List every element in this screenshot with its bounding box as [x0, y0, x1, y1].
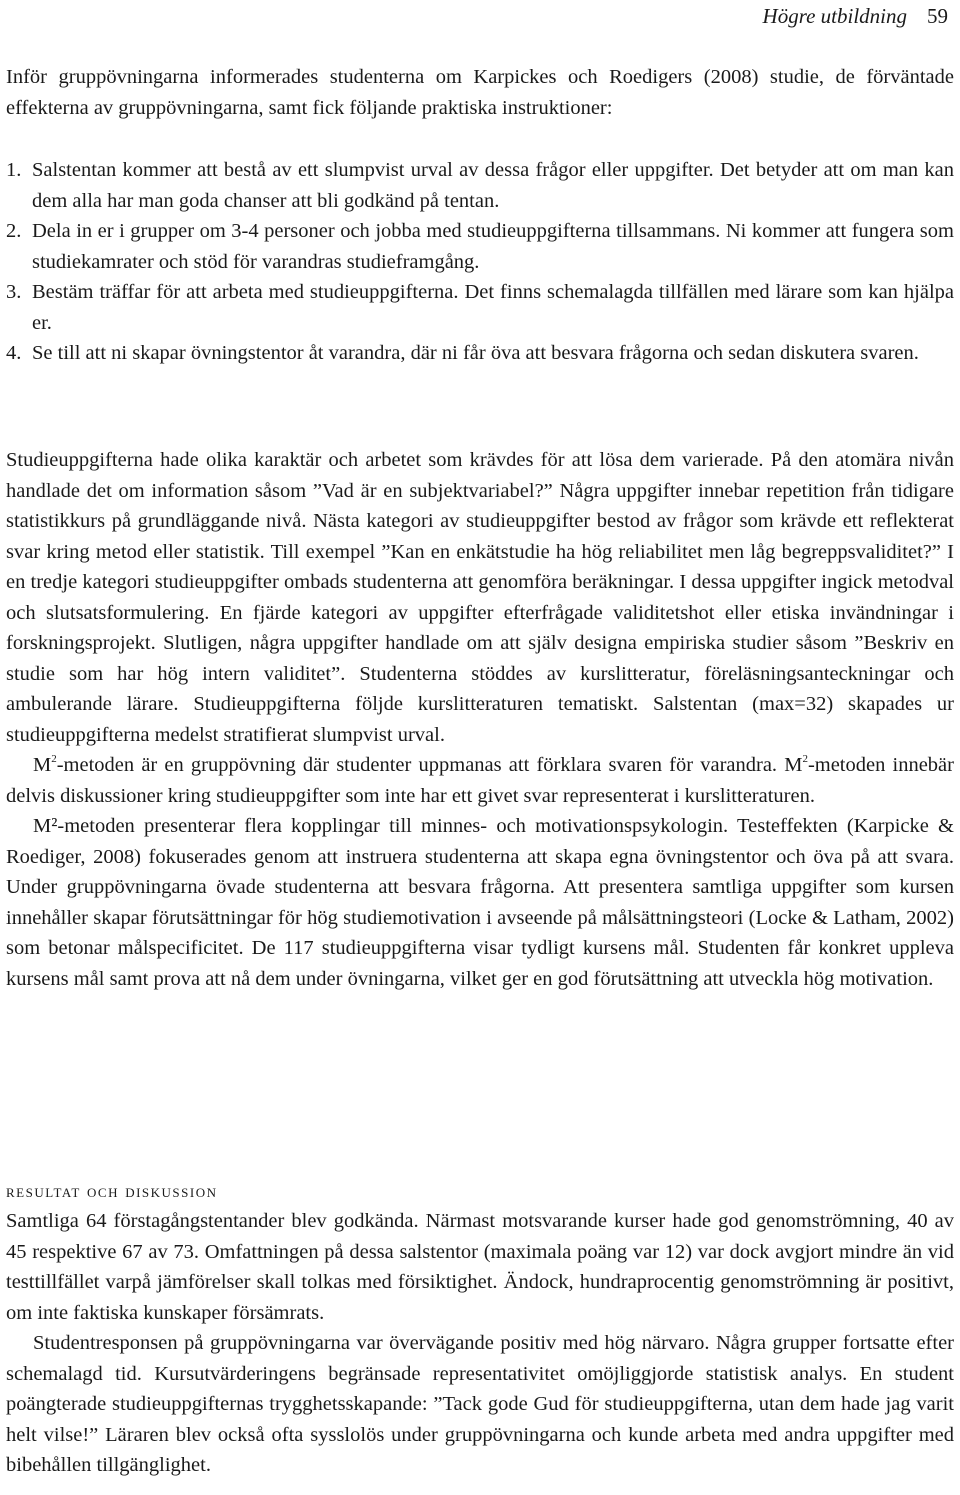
- results-paragraph-1: Samtliga 64 förstagångstentander blev godkända. Närmast motsvarande kurser hade god genomströmning, 40 av 45 respektive 67 av 73. Omfattningen på dessa salstentor (maximala poäng var 12) var dock avgjort mindre än vid testtillfället varpå jämförelser skall tolkas med försiktighet. Ändock, hundraprocentig genomströmning är positivt, om inte faktiska kunskaper försämrats.: [6, 1210, 954, 1324]
- m2-prefix: M: [33, 754, 52, 776]
- list-item-text: Dela in er i grupper om 3-4 personer och jobba med studieuppgifterna tillsammans. Ni kommer att fungera som studiekamrater och stöd för varandras studieframgång.: [32, 220, 954, 273]
- method-paragraph-1: Studieuppgifterna hade olika karaktär och arbetet som krävdes för att lösa dem varierade. På den atomära nivån handlade det om information såsom ”Vad är en subjektvariabel?” Några uppgifter innebar repetition från tidigare statistikkurs på grundläggande nivå. Nästa kategori av studieuppgifter bestod av frågor som krävde ett reflekterat svar kring metod eller statistik. Till exempel ”Kan en enkätstudie ha hög reliabilitet men låg begreppsvaliditet?” I en tredje kategori studieuppgifter ombads studenterna att genomföra beräkningar. I dessa uppgifter ingick metodval och slutsatsformulering. En fjärde kategori av uppgifter efterfrågade validitetshot eller etiska invändningar i forskningsprojekt. Slutligen, några uppgifter handlade om att själv designa empiriska studier såsom ”Beskriv en studie som har hög intern validitet”. Studenterna stöddes av kurslitteratur, föreläsningsanteckningar och ambulerande lärare. Studieuppgifterna följde kurslitteraturen tematiskt. Salstentan (max=32) skapades ur studieuppgifterna medelst stratifierat slumpvist urval.: [6, 449, 954, 746]
- method-paragraph-2-part-a: -metoden är en gruppövning där studenter uppmanas att förklara svaren för varandra. M: [56, 754, 803, 776]
- section-heading: resultat och diskussion: [6, 1181, 218, 1202]
- list-item-text: Se till att ni skapar övningstentor åt varandra, där ni får öva att besvara frågorna och sedan diskutera svaren.: [32, 342, 919, 364]
- list-item: [6, 216, 954, 277]
- list-item-number: 2.: [6, 220, 22, 242]
- list-item: [6, 338, 954, 369]
- list-item-text: Bestäm träffar för att arbeta med studieuppgifterna. Det finns schemalagda tillfällen med lärare som kan hjälpa er.: [32, 281, 954, 334]
- superscript: 2: [51, 753, 57, 765]
- list-item: [6, 277, 954, 338]
- intro-text: Inför gruppövningarna informerades studenterna om Karpickes och Roedigers (2008) studie, de förväntade effekterna av gruppövningarna, samt fick följande praktiska instruktioner:: [6, 66, 954, 119]
- intro-paragraph: [6, 62, 954, 123]
- section-title: Högre utbildning: [762, 4, 907, 28]
- instruction-list: [6, 155, 954, 369]
- results-section: [6, 1206, 954, 1481]
- method-section: [6, 445, 954, 994]
- method-paragraph-3: M²-metoden presenterar flera kopplingar till minnes- och motivationspsykologin. Testeffekten (Karpicke & Roediger, 2008) fokuserades genom att instruera studenterna att skapa egna övningstentor och öva på att svara. Under gruppövningarna övade studenterna att besvara frågorna. Att presentera samtliga uppgifter som kursen innehåller skapar förutsättningar för hög studiemotivation i avseende på målsättningsteori (Locke & Latham, 2002) som betonar målspecificitet. De 117 studieuppgifterna visar tydligt kursens mål. Studenten får konkret uppleva kursens mål samt prova att nå dem under övningarna, vilket ger en god förutsättning att utveckla hög motivation.: [6, 815, 954, 990]
- list-item-number: 1.: [6, 159, 22, 181]
- method-paragraph-2: [6, 750, 954, 811]
- page-number: 59: [927, 4, 948, 28]
- running-header: [763, 2, 948, 30]
- superscript: 2: [802, 753, 808, 765]
- list-item-text: Salstentan kommer att bestå av ett slumpvist urval av dessa frågor eller uppgifter. Det betyder att om man kan dem alla har man goda chanser att bli godkänd på tentan.: [32, 159, 954, 212]
- list-item: [6, 155, 954, 216]
- method-paragraph-2-part-b: -metoden innebär delvis diskussioner kring studieuppgifter som inte har ett givet svar representerat i kurslitteraturen.: [6, 754, 954, 807]
- list-item-number: 3.: [6, 281, 22, 303]
- list-item-number: 4.: [6, 342, 22, 364]
- results-paragraph-2: Studentresponsen på gruppövningarna var övervägande positiv med hög närvaro. Några grupper fortsatte efter schemalagd tid. Kursutvärderingens begränsade representativitet omöjliggjorde statistisk analys. En student poängterade studieuppgifternas trygghetsskapande: ”Tack gode Gud för studieuppgifterna, utan dem hade jag varit helt vilse!” Läraren blev också ofta sysslolös under gruppövningarna och kunde arbeta med andra uppgifter med bibehållen tillgänglighet.: [6, 1332, 954, 1476]
